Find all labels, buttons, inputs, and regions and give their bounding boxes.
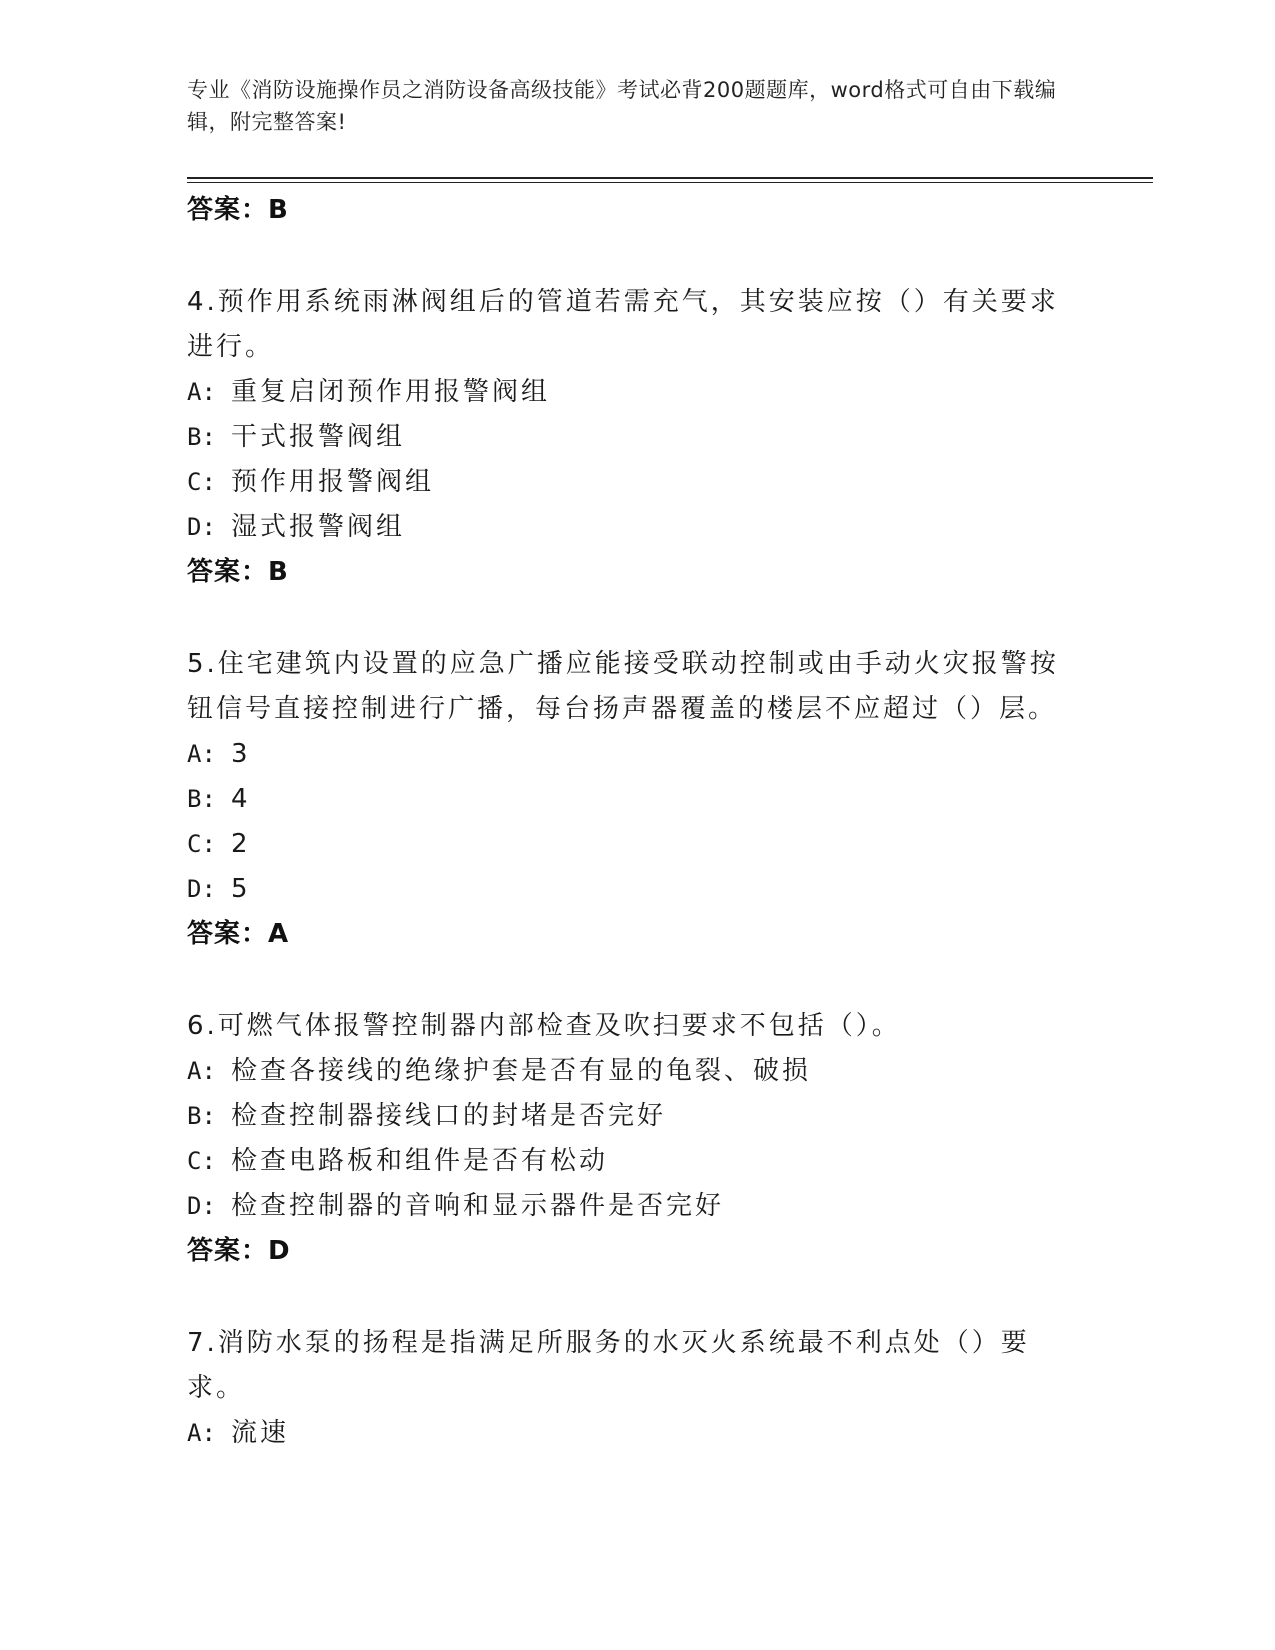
option-b <box>187 777 1067 822</box>
question-text: 6.可燃气体报警控制器内部检查及吹扫要求不包括（）。 <box>187 1011 901 1041</box>
option-key: B: <box>187 785 216 813</box>
option-b <box>187 415 1067 460</box>
option-key: C: <box>187 468 216 496</box>
option-text: 检查控制器的音响和显示器件是否完好 <box>231 1191 725 1221</box>
option-d <box>187 505 1067 550</box>
option-key: C: <box>187 1147 216 1175</box>
option-key: D: <box>187 875 216 903</box>
answer-label: 答案：D <box>187 1236 291 1266</box>
option-a <box>187 370 1067 415</box>
option-text: 检查各接线的绝缘护套是否有显的龟裂、破损 <box>231 1056 812 1086</box>
option-key: A: <box>187 378 216 406</box>
question-block <box>187 642 1067 956</box>
option-key: D: <box>187 1192 216 1220</box>
option-key: B: <box>187 423 216 451</box>
option-text: 检查电路板和组件是否有松动 <box>231 1146 609 1176</box>
header-rule-thick <box>187 177 1153 179</box>
option-key: A: <box>187 1057 216 1085</box>
option-b <box>187 1094 1067 1139</box>
option-c <box>187 822 1067 867</box>
option-text: 4 <box>231 784 251 814</box>
option-text: 2 <box>231 829 251 859</box>
answer-label: 答案：B <box>187 557 289 587</box>
header-rule-thin <box>187 182 1153 183</box>
option-key: D: <box>187 513 216 541</box>
option-text: 流速 <box>231 1418 290 1448</box>
option-key: B: <box>187 1102 216 1130</box>
question-text: 4.预作用系统雨淋阀组后的管道若需充气，其安装应按（）有关要求进行。 <box>187 287 1059 362</box>
option-key: A: <box>187 740 216 768</box>
question-block <box>187 1321 1067 1456</box>
document-body <box>187 188 1067 1456</box>
option-text: 湿式报警阀组 <box>231 512 406 542</box>
option-key: A: <box>187 1419 216 1447</box>
option-key: C: <box>187 830 216 858</box>
option-d <box>187 1184 1067 1229</box>
question-block <box>187 280 1067 594</box>
option-a <box>187 1049 1067 1094</box>
option-d <box>187 867 1067 912</box>
option-text: 3 <box>231 739 251 769</box>
question-text: 5.住宅建筑内设置的应急广播应能接受联动控制或由手动火灾报警按钮信号直接控制进行广播，每台扬声器覆盖的楼层不应超过（）层。 <box>187 649 1059 724</box>
answer-label: 答案：A <box>187 919 290 949</box>
header-title: 专业《消防设施操作员之消防设备高级技能》考试必背200题题库，word格式可自由下载编辑，附完整答案! <box>187 78 1057 134</box>
option-c <box>187 460 1067 505</box>
question-text: 7.消防水泵的扬程是指满足所服务的水灭火系统最不利点处（）要求。 <box>187 1328 1030 1403</box>
option-c <box>187 1139 1067 1184</box>
option-text: 重复启闭预作用报警阀组 <box>231 377 551 407</box>
question-block <box>187 1004 1067 1273</box>
option-text: 检查控制器接线口的封堵是否完好 <box>231 1101 667 1131</box>
option-a <box>187 732 1067 777</box>
option-a <box>187 1411 1067 1456</box>
document-header <box>187 74 1067 138</box>
option-text: 5 <box>231 874 251 904</box>
option-text: 干式报警阀组 <box>231 422 406 452</box>
answer-label: 答案：B <box>187 195 289 225</box>
option-text: 预作用报警阀组 <box>231 467 435 497</box>
